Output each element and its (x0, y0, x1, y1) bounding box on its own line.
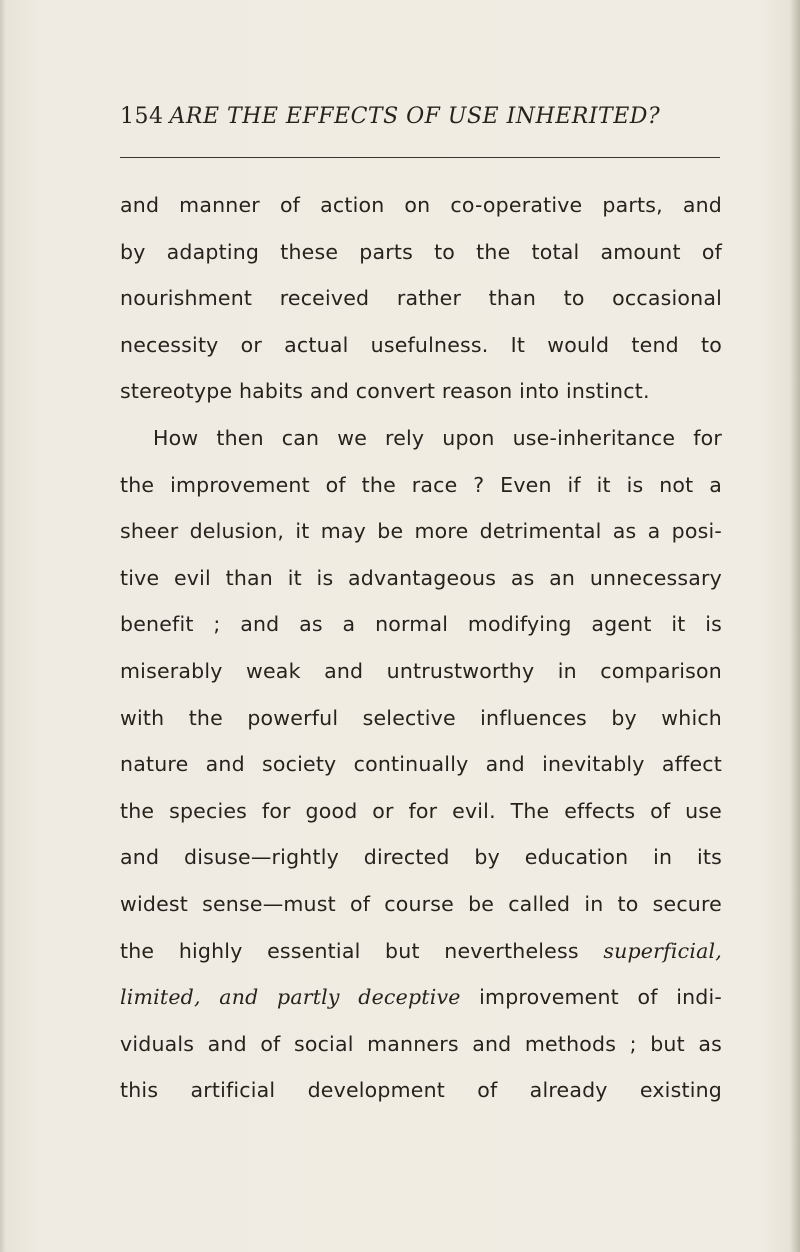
text-line (120, 881, 722, 928)
text-segment: necessity or actual usefulness. It would tend to (120, 332, 722, 357)
text-line (120, 695, 722, 742)
text-segment: by adapting these parts to the total amount of (120, 239, 722, 264)
text-line (120, 275, 722, 322)
text-line (120, 415, 722, 462)
text-line (120, 182, 722, 229)
page-number: 154 (120, 104, 164, 129)
page-spine-shadow (0, 0, 6, 1252)
text-segment: tive evil than it is advantageous as an unnecessary (120, 565, 722, 590)
text-segment: the highly essential but nevertheless (120, 938, 604, 963)
text-segment: miserably weak and untrustworthy in comparison (120, 658, 722, 683)
text-segment: with the powerful selective influences by which (120, 705, 722, 730)
body-text (120, 182, 722, 1114)
text-segment: widest sense—must of course be called in to secure (120, 891, 722, 916)
text-segment: viduals and of social manners and methods ; but as (120, 1031, 722, 1056)
text-segment: sheer delusion, it may be more detrimental as a posi- (120, 519, 722, 544)
text-segment: and disuse—rightly directed by education in its (120, 845, 722, 870)
text-line (120, 601, 722, 648)
text-segment: the species for good or for evil. The effects of use (120, 798, 722, 823)
text-segment: improvement of indi- (460, 985, 722, 1010)
text-line (120, 648, 722, 695)
text-line (120, 555, 722, 602)
text-segment: How then can we rely upon use-inheritance for (153, 425, 722, 450)
text-line (120, 834, 722, 881)
text-segment: benefit ; and as a normal modifying agent it is (120, 612, 722, 637)
text-segment: nourishment received rather than to occasional (120, 286, 722, 311)
text-line (120, 1067, 722, 1114)
page-edge-shadow (790, 0, 800, 1252)
text-line (120, 508, 722, 555)
text-segment: nature and society continually and inevitably affect (120, 752, 722, 777)
italic-text: superficial, (603, 938, 722, 963)
text-line (120, 788, 722, 835)
text-segment: this artificial development of already existing (120, 1078, 722, 1103)
running-title: ARE THE EFFECTS OF USE INHERITED? (169, 104, 661, 129)
text-line (120, 229, 722, 276)
text-line (120, 462, 722, 509)
text-line (120, 741, 722, 788)
italic-text: limited, and partly deceptive (120, 985, 461, 1010)
text-line (120, 368, 722, 415)
text-segment: and manner of action on co-operative parts, and (120, 193, 722, 217)
text-line (120, 974, 722, 1021)
header-rule (120, 157, 720, 158)
text-segment: stereotype habits and convert reason into instinct. (120, 379, 650, 404)
text-line (120, 1021, 722, 1068)
text-line (120, 928, 722, 975)
text-segment: the improvement of the race ? Even if it is not a (120, 472, 722, 497)
text-line (120, 322, 722, 369)
running-head (120, 104, 720, 129)
